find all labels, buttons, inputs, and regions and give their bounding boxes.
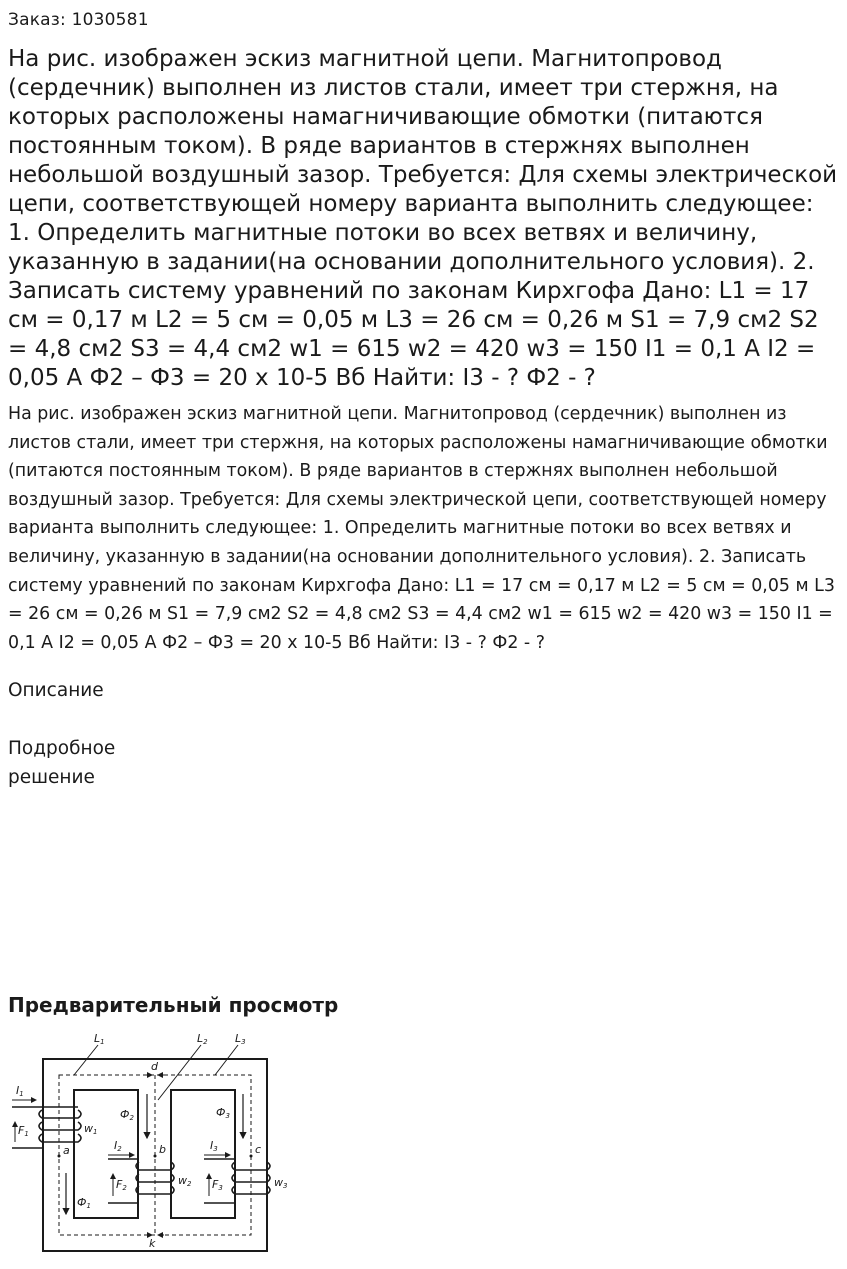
magnetic-circuit-figure <box>8 1028 296 1256</box>
label-l2: L2 <box>197 1032 208 1046</box>
node-b: b <box>159 1143 166 1156</box>
label-f3: F3 <box>212 1178 223 1192</box>
node-b-dot <box>154 1155 157 1158</box>
solution-label: Подробное решение <box>8 738 116 788</box>
description-text: На рис. изображен эскиз магнитной цепи. Магнитопровод (сердечник) выполнен из листов стали, имеет три стержня, на которых расположены намагничивающие обмотки (питаются постоянным током). В ряде вариантов в стержнях выполнен небольшой воздушный зазор. Требуется: Для схемы электрической цепи, соответствующей номеру варианта выполнить следующее: 1. Определить магнитные потоки во всех ветвях и величину, указанную в задании(на основании дополнительного условия). 2. Записать систему уравнений по законам Кирхгофа Дано: L1 = 17 см = 0,17 м L2 = 5 см = 0,05 м L3 = 26 см = 0,26 м S1 = 7,9 см2 S2 = 4,8 см2 S3 = 4,4 см2 w1 = 615 w2 = 420 w3 = 150 I1 = 0,1 A I2 = 0,05 A Ф2 – Ф3 = 20 х 10-5 Вб Найти: I3 - ? Ф2 - ? <box>8 404 835 653</box>
l2-leader <box>158 1045 201 1100</box>
label-i2: I2 <box>114 1139 122 1153</box>
label-w3: w3 <box>274 1176 288 1190</box>
label-w2: w2 <box>178 1174 192 1188</box>
label-phi1: Ф1 <box>77 1196 91 1210</box>
page-title: На рис. изображен эскиз магнитной цепи. Магнитопровод (сердечник) выполнен из листов стали, имеет три стержня, на которых расположены намагничивающие обмотки (питаются постоянным током). В ряде вариантов в стержнях выполнен небольшой воздушный зазор. Требуется: Для схемы электрической цепи, соответствующей номеру варианта выполнить следующее: 1. Определить магнитные потоки во всех ветвях и величину, указанную в задании(на основании дополнительного условия). 2. Записать систему уравнений по законам Кирхгофа Дано: L1 = 17 см = 0,17 м L2 = 5 см = 0,05 м L3 = 26 см = 0,26 м S1 = 7,9 см2 S2 = 4,8 см2 S3 = 4,4 см2 w1 = 615 w2 = 420 w3 = 150 I1 = 0,1 A I2 = 0,05 A Ф2 – Ф3 = 20 х 10-5 Вб Найти: I3 - ? Ф2 - ? <box>8 46 838 391</box>
label-phi3: Ф3 <box>216 1106 230 1120</box>
node-c: c <box>255 1143 262 1156</box>
node-a: a <box>63 1144 70 1157</box>
label-phi2: Ф2 <box>120 1108 134 1122</box>
node-c-dot <box>250 1155 253 1158</box>
label-i1: I1 <box>16 1084 24 1098</box>
node-d: d <box>151 1060 158 1073</box>
order-number: 1030581 <box>71 10 149 30</box>
node-k: k <box>149 1237 156 1250</box>
order-line <box>8 8 839 32</box>
preview-heading: Предварительный просмотр <box>8 993 339 1017</box>
order-label: Заказ: <box>8 10 66 30</box>
label-f2: F2 <box>116 1178 127 1192</box>
label-l1: L1 <box>94 1032 105 1046</box>
label-l3: L3 <box>235 1032 246 1046</box>
label-w1: w1 <box>84 1122 98 1136</box>
magnetic-circuit-drawing <box>8 1028 296 1256</box>
node-a-dot <box>58 1155 61 1158</box>
label-f1: F1 <box>18 1124 29 1138</box>
label-i3: I3 <box>210 1139 218 1153</box>
description-label: Описание <box>8 680 104 702</box>
